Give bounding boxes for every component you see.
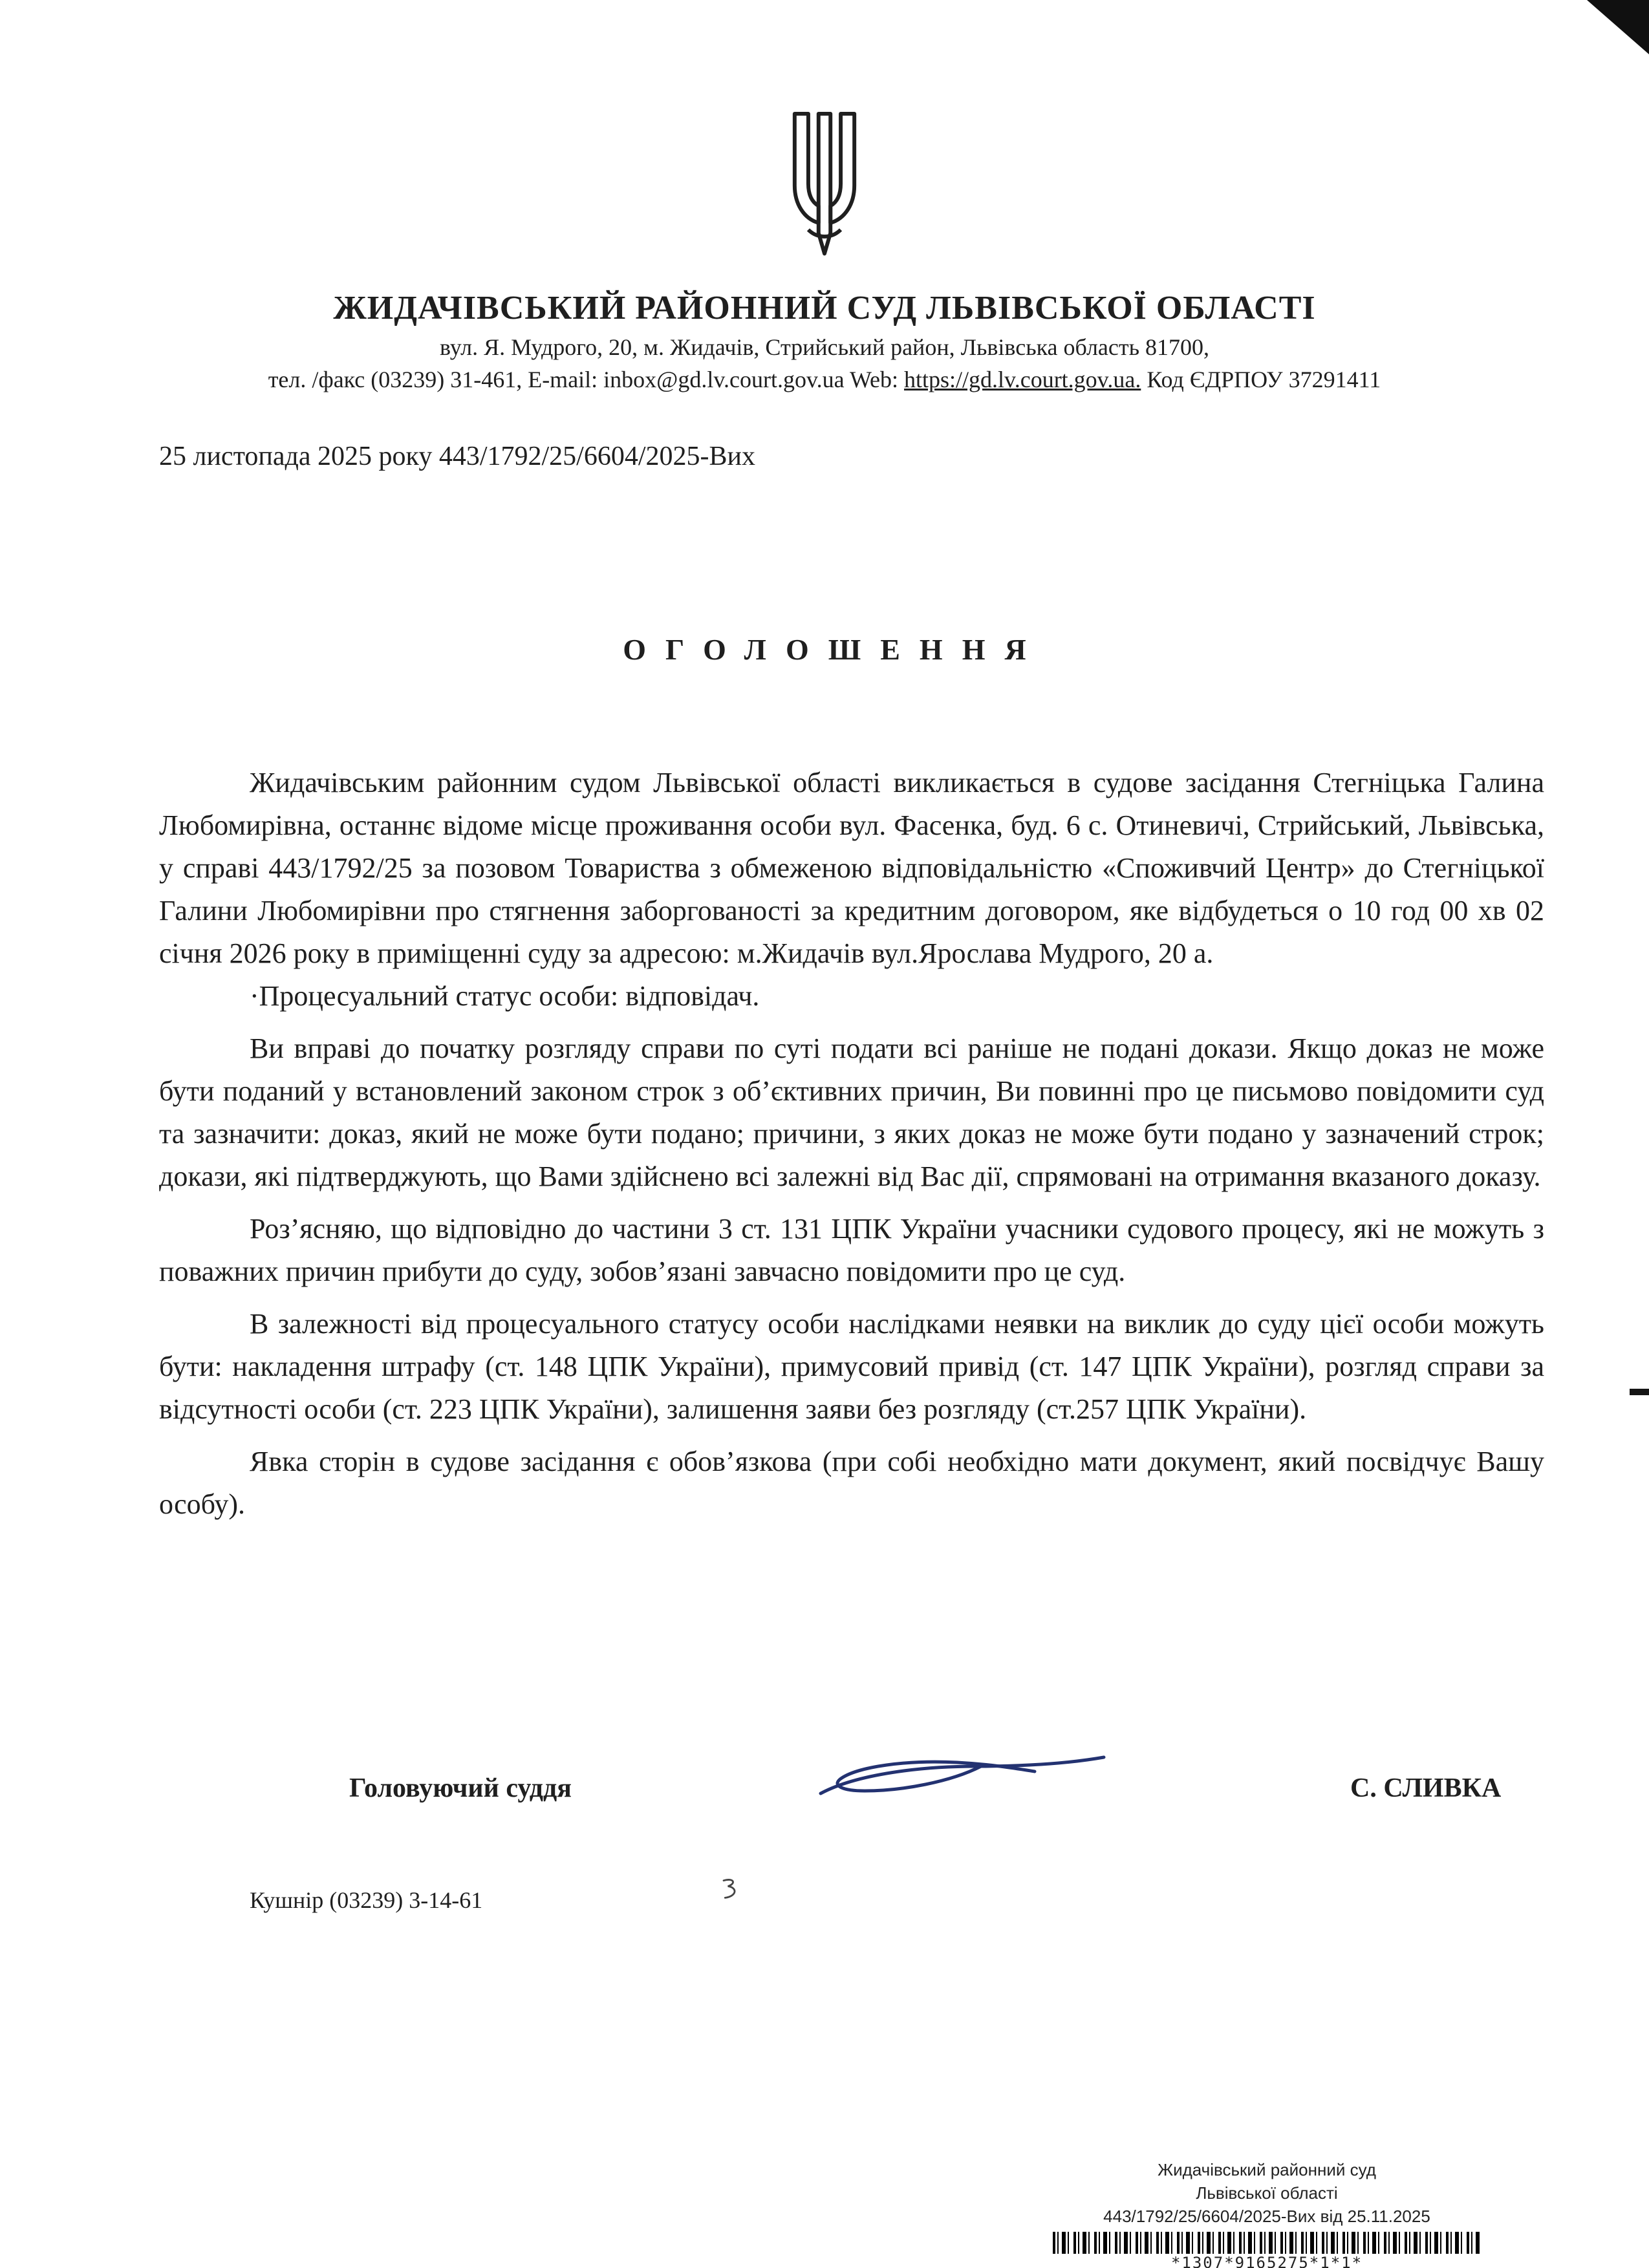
- judge-name: С. СЛИВКА: [1350, 1773, 1502, 1803]
- barcode-number: *1307*9165275*1*1*: [1170, 2254, 1363, 2268]
- paragraph: Явка сторін в судове засідання є обов’язкова (при собі необхідно мати документ, який посвідчує Вашу особу).: [159, 1446, 1544, 1520]
- registration-stamp: [1053, 2158, 1481, 2268]
- paragraph: ·Процесуальний статус особи: відповідач.: [250, 980, 760, 1012]
- outgoing-reference-line: 25 листопада 2025 року 443/1792/25/6604/2025-Вих: [159, 442, 755, 471]
- scan-artifact-edge-mark: [1630, 1389, 1649, 1395]
- pen-mark-artifact: [719, 1876, 741, 1902]
- letterhead: [0, 109, 1649, 394]
- paragraph: Жидачівським районним судом Львівської області викликається в судове засідання Стегніцька Галина Любомирівна, останнє відоме місце проживання особи вул. Фасенка, буд. 6 с. Отиневичі, Стрийський, Львівська, у справі 443/1792/25 за позовом Товариства з обмеженою відповідальністю «Споживчий Центр» до Стегніцької Галини Любомирівни про стягнення заборгованості за кредитним договором, яке відбудеться о 10 год 00 хв 02 січня 2026 року в приміщенні суду за адресою: м.Жидачів вул.Ярослава Мудрого, 20 а.: [159, 767, 1544, 969]
- court-address: вул. Я. Мудрого, 20, м. Жидачів, Стрийський район, Львівська область 81700,: [439, 334, 1210, 360]
- scan-artifact-corner: [1587, 0, 1649, 54]
- stamp-reference-line: 443/1792/25/6604/2025-Вих від 25.11.2025: [1103, 2207, 1430, 2226]
- court-name: ЖИДАЧІВСЬКИЙ РАЙОННИЙ СУД ЛЬВІВСЬКОЇ ОБЛАСТІ: [333, 290, 1316, 326]
- clerk-contact: Кушнір (03239) 3-14-61: [250, 1887, 483, 1913]
- court-contact-line: [0, 365, 1649, 394]
- document-body: [159, 762, 1544, 1535]
- stamp-court-line: Львівської області: [1196, 2183, 1338, 2203]
- paragraph: Ви вправі до початку розгляду справи по суті подати всі раніше не подані докази. Якщо доказ не може бути поданий у встановлений законом строк з об’єктивних причин, Ви повинні про це письмово повідомити суд та зазначити: доказ, який не може бути подано; причини, з яких доказ не може бути подано у зазначений строк; докази, які підтверджують, що Вами здійснено всі залежні від Вас дії, спрямовані на отримання вказаного доказу.: [159, 1032, 1544, 1192]
- stamp-court-line: Жидачівський районний суд: [1158, 2160, 1376, 2179]
- website-link: https://gd.lv.court.gov.ua.: [904, 367, 1141, 392]
- paragraph: Роз’ясняю, що відповідно до частини 3 ст. 131 ЦПК України учасники судового процесу, які не можуть з поважних причин прибути до суду, зобов’язані завчасно повідомити про це суд.: [159, 1213, 1544, 1287]
- edrpou-code: Код ЄДРПОУ 37291411: [1141, 367, 1381, 392]
- signature-icon: [812, 1751, 1116, 1815]
- ukraine-trident-icon: [782, 109, 867, 269]
- judge-role-label: Головуючий суддя: [349, 1773, 572, 1803]
- contact-text: тел. /факс (03239) 31-461, E-mail: inbox@gd.lv.court.gov.ua Web:: [268, 367, 905, 392]
- document-title: ОГОЛОШЕННЯ: [623, 633, 1046, 666]
- barcode: [1053, 2232, 1481, 2254]
- paragraph: В залежності від процесуального статусу особи наслідками неявки на виклик до суду цієї особи можуть бути: накладення штрафу (ст. 148 ЦПК України), примусовий привід (ст. 147 ЦПК України), розгляд справи за відсутності особи (ст. 223 ЦПК України), залишення заяви без розгляду (ст.257 ЦПК України).: [159, 1308, 1544, 1425]
